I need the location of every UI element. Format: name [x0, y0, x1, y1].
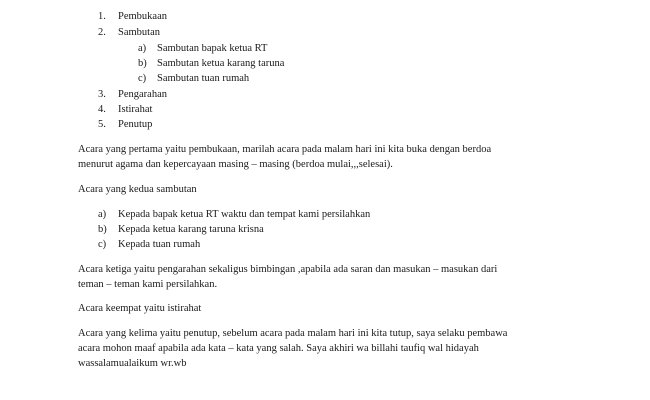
agenda-sub-label: Sambutan bapak ketua RT: [157, 43, 268, 54]
agenda-item-number: 3.: [98, 89, 106, 100]
sambutan-label: Kepada tuan rumah: [118, 239, 201, 250]
agenda-sub-letter: a): [138, 43, 147, 54]
agenda-item-label: Istirahat: [118, 104, 153, 115]
agenda-item-number: 2.: [98, 27, 106, 38]
paragraph-line: Acara yang kelima yaitu penutup, sebelum acara pada malam hari ini kita tutup, saya selaku pembawa: [78, 328, 508, 339]
paragraph-line: menurut agama dan kepercayaan masing – masing (berdoa mulai,,,selesai).: [78, 159, 393, 170]
sambutan-letter: a): [98, 209, 107, 220]
sambutan-label: Kepada ketua karang taruna krisna: [118, 224, 264, 235]
agenda-item-label: Sambutan: [118, 27, 160, 38]
paragraph-line: wassalamualaikum wr.wb: [78, 358, 187, 369]
paragraph-line: Acara yang kedua sambutan: [78, 184, 197, 195]
paragraph-line: acara mohon maaf apabila ada kata – kata yang salah. Saya akhiri wa billahi taufiq wal hidayah: [78, 343, 479, 354]
agenda-item-number: 5.: [98, 119, 106, 130]
paragraph-line: teman – teman kami persilahkan.: [78, 279, 218, 290]
agenda-item-label: Pengarahan: [118, 89, 167, 100]
agenda-sub-label: Sambutan tuan rumah: [157, 73, 250, 84]
agenda-sub-letter: c): [138, 73, 147, 84]
agenda-item-label: Penutup: [118, 119, 153, 130]
agenda-item-number: 1.: [98, 11, 106, 22]
paragraph-line: Acara ketiga yaitu pengarahan sekaligus bimbingan ,apabila ada saran dan masukan – masukan dari: [78, 264, 498, 275]
agenda-sub-letter: b): [138, 58, 147, 69]
sambutan-label: Kepada bapak ketua RT waktu dan tempat kami persilahkan: [118, 209, 371, 220]
paragraph-line: Acara yang pertama yaitu pembukaan, marilah acara pada malam hari ini kita buka dengan berdoa: [78, 144, 492, 155]
agenda-sub-label: Sambutan ketua karang taruna: [157, 58, 285, 69]
agenda-item-label: Pembukaan: [118, 11, 167, 22]
sambutan-letter: b): [98, 224, 107, 235]
sambutan-letter: c): [98, 239, 107, 250]
agenda-item-number: 4.: [98, 104, 106, 115]
paragraph-line: Acara keempat yaitu istirahat: [78, 303, 202, 314]
